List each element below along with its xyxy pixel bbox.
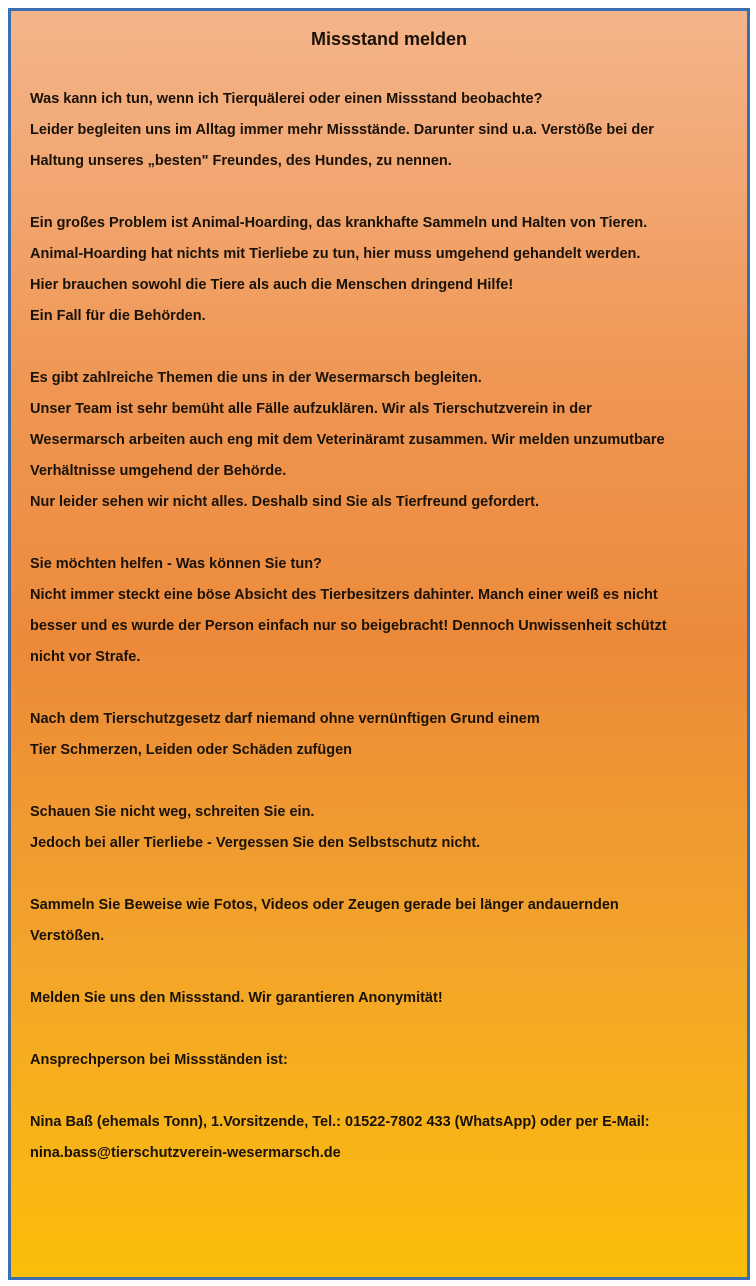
- text-line: Wesermarsch arbeiten auch eng mit dem Veterinäramt zusammen. Wir melden unzumutbare: [30, 432, 665, 448]
- text-line: Sammeln Sie Beweise wie Fotos, Videos oder Zeugen gerade bei länger andauernden: [30, 897, 619, 913]
- paragraph-intro: [30, 84, 742, 177]
- paragraph-help: [30, 549, 742, 673]
- paragraph-intervene: [30, 797, 742, 859]
- notice-content: [30, 25, 742, 1169]
- text-line: Melden Sie uns den Missstand. Wir garantieren Anonymität!: [30, 990, 443, 1006]
- text-line: Schauen Sie nicht weg, schreiten Sie ein.: [30, 804, 315, 820]
- text-line: Nina Baß (ehemals Tonn), 1.Vorsitzende, Tel.: 01522-7802 433 (WhatsApp) oder per E-Mail:: [30, 1114, 650, 1130]
- text-line: Nach dem Tierschutzgesetz darf niemand ohne vernünftigen Grund einem: [30, 711, 540, 727]
- spacer: [30, 1076, 742, 1107]
- text-line: nicht vor Strafe.: [30, 649, 141, 665]
- paragraph-evidence: [30, 890, 742, 952]
- spacer: [30, 332, 742, 363]
- spacer: [30, 859, 742, 890]
- text-line: Ein Fall für die Behörden.: [30, 308, 206, 324]
- text-line: Nur leider sehen wir nicht alles. Deshalb sind Sie als Tierfreund gefordert.: [30, 494, 539, 510]
- notice-panel: [8, 8, 750, 1280]
- spacer: [30, 518, 742, 549]
- paragraph-animal-hoarding: [30, 208, 742, 332]
- text-line: Ansprechperson bei Missständen ist:: [30, 1052, 288, 1068]
- paragraph-law: [30, 704, 742, 766]
- text-line: besser und es wurde der Person einfach nur so beigebracht! Dennoch Unwissenheit schützt: [30, 618, 667, 634]
- text-line: Haltung unseres „besten" Freundes, des Hundes, zu nennen.: [30, 153, 452, 169]
- spacer: [30, 766, 742, 797]
- text-line: Es gibt zahlreiche Themen die uns in der Wesermarsch begleiten.: [30, 370, 482, 386]
- spacer: [30, 177, 742, 208]
- spacer: [30, 673, 742, 704]
- paragraph-report: [30, 983, 742, 1014]
- text-line: Verstößen.: [30, 928, 105, 944]
- text-line: Sie möchten helfen - Was können Sie tun?: [30, 556, 322, 572]
- page-title: Missstand melden: [310, 29, 468, 49]
- text-line: Ein großes Problem ist Animal-Hoarding, das krankhafte Sammeln und Halten von Tieren.: [30, 215, 648, 231]
- text-line: Unser Team ist sehr bemüht alle Fälle aufzuklären. Wir als Tierschutzverein in der: [30, 401, 592, 417]
- paragraph-wesermarsch: [30, 363, 742, 518]
- text-line: Verhältnisse umgehend der Behörde.: [30, 463, 287, 479]
- spacer: [30, 53, 742, 84]
- text-line: Animal-Hoarding hat nichts mit Tierliebe zu tun, hier muss umgehend gehandelt werden.: [30, 246, 641, 262]
- spacer: [30, 1014, 742, 1045]
- text-line: Was kann ich tun, wenn ich Tierquälerei oder einen Missstand beobachte?: [30, 91, 543, 107]
- spacer: [30, 952, 742, 983]
- text-line: Leider begleiten uns im Alltag immer mehr Missstände. Darunter sind u.a. Verstöße bei der: [30, 122, 654, 138]
- paragraph-contact-heading: [30, 1045, 742, 1076]
- text-line: Tier Schmerzen, Leiden oder Schäden zufügen: [30, 742, 353, 758]
- text-line: Jedoch bei aller Tierliebe - Vergessen Sie den Selbstschutz nicht.: [30, 835, 481, 851]
- text-line: Nicht immer steckt eine böse Absicht des Tierbesitzers dahinter. Manch einer weiß es nicht: [30, 587, 658, 603]
- text-line: Hier brauchen sowohl die Tiere als auch die Menschen dringend Hilfe!: [30, 277, 514, 293]
- contact-email: nina.bass@tierschutzverein-wesermarsch.de: [30, 1145, 341, 1161]
- paragraph-contact: [30, 1107, 742, 1169]
